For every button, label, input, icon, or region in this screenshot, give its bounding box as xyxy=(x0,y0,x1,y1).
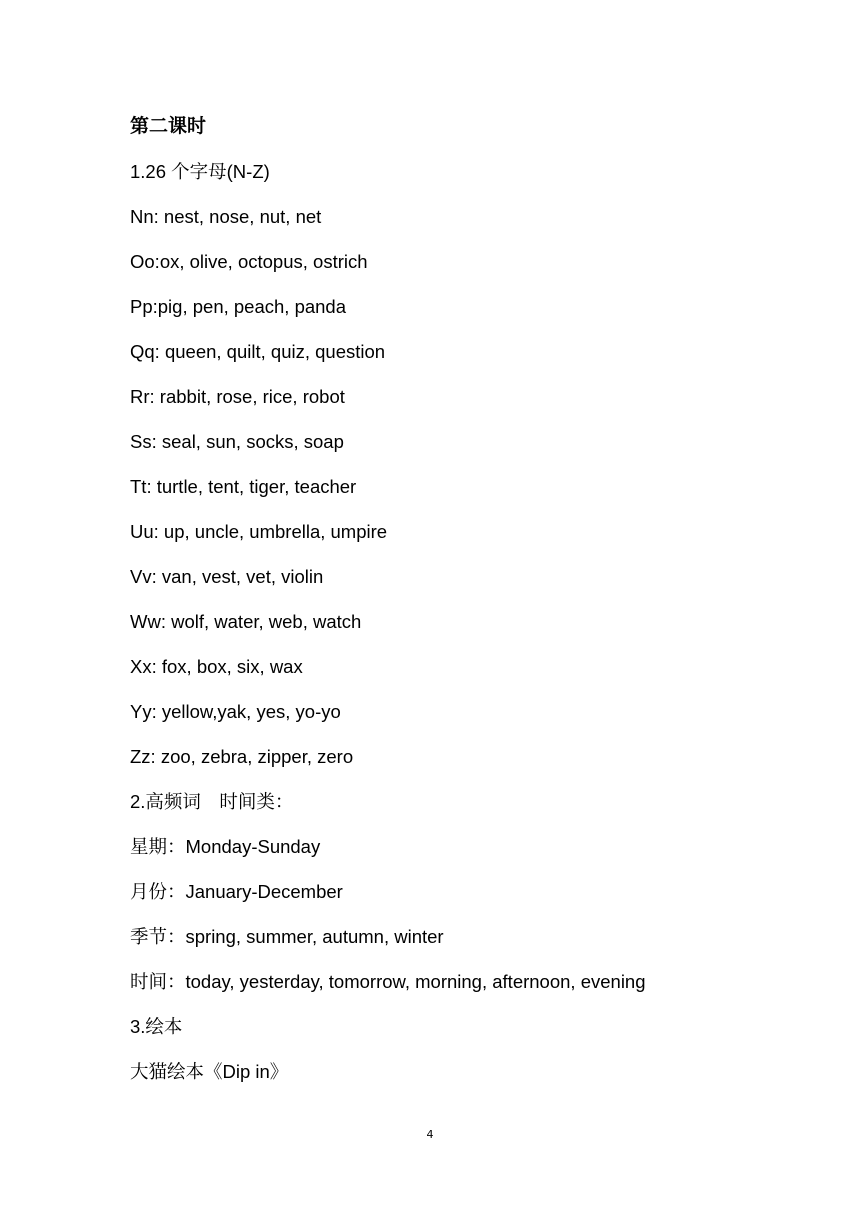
letter-line: Uu: up, uncle, umbrella, umpire xyxy=(130,521,388,542)
high-frequency-item: 季节：spring, summer, autumn, winter xyxy=(130,926,444,947)
letters-section-title: 1.26 个字母(N-Z) xyxy=(130,161,270,182)
picture-book-title: 3.绘本 xyxy=(130,1016,183,1037)
page-number: 4 xyxy=(426,1128,434,1141)
high-frequency-item: 星期：Monday-Sunday xyxy=(130,836,321,857)
high-frequency-item: 月份：January-December xyxy=(130,881,343,902)
letter-line: Ww: wolf, water, web, watch xyxy=(130,611,362,632)
letter-line: Rr: rabbit, rose, rice, robot xyxy=(130,386,345,407)
letter-line: Qq: queen, quilt, quiz, question xyxy=(130,341,386,362)
picture-book-item: 大猫绘本《Dip in》 xyxy=(130,1061,289,1082)
high-frequency-item: 时间：today, yesterday, tomorrow, morning, afternoon, evening xyxy=(130,971,646,992)
page-content xyxy=(130,110,790,1100)
letter-line: Yy: yellow,yak, yes, yo-yo xyxy=(130,701,341,722)
letter-line: Pp:pig, pen, peach, panda xyxy=(130,296,347,317)
letter-line: Ss: seal, sun, socks, soap xyxy=(130,431,344,452)
lesson-heading: 第二课时 xyxy=(130,116,207,137)
letter-line: Tt: turtle, tent, tiger, teacher xyxy=(130,476,357,497)
high-frequency-words-title: 2.高频词 时间类： xyxy=(130,791,294,812)
letter-line: Nn: nest, nose, nut, net xyxy=(130,206,322,227)
letter-line: Zz: zoo, zebra, zipper, zero xyxy=(130,746,354,767)
letter-line: Vv: van, vest, vet, violin xyxy=(130,566,324,587)
letter-line: Oo:ox, olive, octopus, ostrich xyxy=(130,251,368,272)
letter-line: Xx: fox, box, six, wax xyxy=(130,656,303,677)
